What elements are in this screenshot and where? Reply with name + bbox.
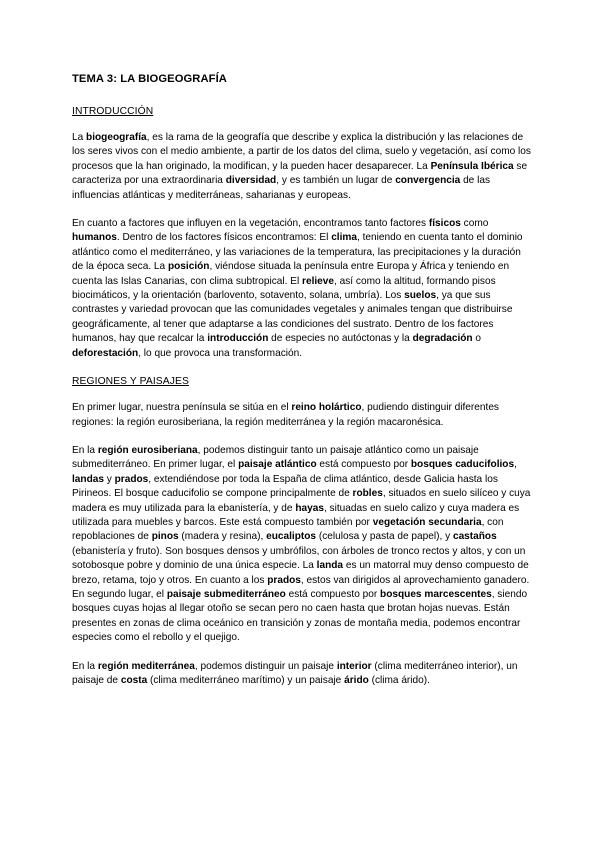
paragraph	[72, 401, 532, 430]
bold-term: relieve	[302, 275, 335, 287]
text-run: ,	[514, 459, 517, 471]
text-run: como	[460, 218, 489, 230]
bold-term: convergencia	[395, 175, 461, 187]
bold-term: región eurosiberiana	[97, 444, 198, 456]
text-run: , estos van dirigidos al aprovechamiento ganadero. En segundo lugar, el	[72, 574, 530, 600]
text-run: , con repoblaciones de	[72, 516, 504, 543]
text-run: y	[103, 473, 115, 485]
paragraph	[72, 217, 532, 361]
document-content	[72, 72, 532, 688]
text-run: , así como la altitud, formando pisos biocimáticos, y la orientación (barlovento, sotavento, solana, umbría). Los	[72, 275, 496, 302]
paragraph	[72, 444, 532, 646]
bold-term: suelos	[404, 290, 437, 302]
text-run: En la	[72, 660, 98, 672]
text-run: , es la rama de la geografía que describe y explica la distribución y las relaciones de los seres vivos con el medio ambiente, a partir de los datos del clima, suelo y vegetación, así como los procesos que la han originado, la modifican, y la pueden hacer desaparecer. La	[72, 132, 531, 172]
bold-term: castaños	[452, 531, 497, 543]
bold-term: físicos	[428, 218, 461, 230]
bold-term: eucaliptos	[266, 531, 317, 543]
text-run: (madera y resina),	[178, 531, 267, 543]
bold-term: paisaje submediterráneo	[166, 588, 286, 600]
text-run: (ebanistería y fruto). Son bosques densos y umbrófilos, con árboles de tronco rectos y altos, y con un sotobosque pobre y dominio de una única especie. La	[72, 545, 526, 572]
text-run: En la	[72, 444, 98, 456]
text-run: , lo que provoca una transformación.	[138, 347, 303, 359]
bold-term: hayas	[295, 502, 324, 514]
section-heading-regiones-y-paisajes: REGIONES Y PAISAJES	[72, 376, 189, 388]
text-run: de las influencias atlánticas y mediterráneas, saharianas y europeas.	[72, 175, 491, 201]
bold-term: landa	[316, 560, 344, 572]
paragraph	[72, 660, 532, 689]
text-run: , siendo bosques cuyas hojas al llegar otoño se secan pero no caen hasta que brotan hojas nuevas. Están presentes en zonas de clima oceánico en transición y zonas de montaña media, podemos encontrar especies como el rebollo y el quejigo.	[72, 588, 528, 644]
text-run: es un matorral muy denso compuesto de brezo, retama, tojo y otros. En cuanto a los	[72, 560, 529, 586]
bold-term: prados	[267, 574, 301, 586]
bold-term: prados	[114, 473, 149, 485]
bold-term: bosques marcescentes	[380, 588, 492, 600]
document-title: TEMA 3: LA BIOGEOGRAFÍA	[72, 73, 227, 85]
bold-term: pinos	[151, 531, 179, 543]
bold-term: humanos	[72, 232, 117, 244]
section-heading-introduccion: INTRODUCCIÓN	[72, 106, 154, 117]
text-run: (clima mediterráneo interior), un paisaje de	[72, 660, 518, 686]
bold-term: posición	[167, 261, 210, 273]
text-run: de especies no autóctonas y la	[268, 333, 413, 345]
text-run: se caracteriza por una extraordinaria	[72, 160, 528, 187]
bold-term: introducción	[207, 333, 269, 345]
text-run: , podemos distinguir tanto un paisaje atlántico como un paisaje submediterráneo. En primer lugar, el	[72, 444, 479, 471]
text-run: , pudiendo distinguir diferentes regiones: la región eurosiberiana, la región mediterránea y la región macaronésica.	[72, 402, 499, 428]
bold-term: Península Ibérica	[430, 160, 514, 172]
bold-term: clima	[331, 232, 357, 244]
bold-term: reino holártico	[291, 402, 362, 414]
text-run: , situados en suelo silíceo y cuya madera es muy utilizada para la ebanistería, y de	[72, 488, 531, 514]
text-run: , teniendo en cuenta tanto el dominio atlántico como el mediterráneo, y las variaciones de la temperatura, las precipitaciones y la duración de la época seca. La	[72, 232, 523, 273]
text-run: , viéndose situada la península entre Europa y África y teniendo en cuenta las Islas Canarias, con clima subtropical. El	[72, 261, 510, 287]
bold-term: interior	[336, 660, 372, 672]
text-run: está compuesto por	[285, 588, 381, 600]
text-run: , situadas en suelo calizo y cuya madera es utilizada para muebles y barcos. Este está compuesto también por	[72, 502, 520, 528]
text-run: La	[72, 132, 87, 143]
text-run: En cuanto a factores que influyen en la vegetación, encontramos tanto factores	[72, 218, 429, 230]
bold-term: bosques caducifolios	[410, 459, 515, 471]
text-run: o	[472, 333, 482, 345]
bold-term: paisaje atlántico	[238, 459, 317, 471]
text-run: (clima árido).	[368, 675, 430, 686]
text-run: En primer lugar, nuestra península se sitúa en el	[72, 402, 292, 414]
text-run: . Dentro de los factores físicos encontramos: El	[116, 232, 332, 244]
bold-term: degradación	[412, 333, 473, 345]
bold-term: landas	[72, 473, 104, 485]
text-run: está compuesto por	[316, 459, 411, 471]
text-run: , ya que sus contrastes y variedad provocan que las comunidades vegetales y animales tengan que distribuirse geográficamente, al tener que adaptarse a las condiciones del sustrato. Dentro de los factores humanos, hay que recalcar la	[72, 290, 513, 345]
bold-term: costa	[120, 675, 148, 686]
text-run: , y es también un lugar de	[276, 175, 396, 187]
bold-term: robles	[352, 488, 383, 500]
bold-term: deforestación	[72, 347, 139, 359]
text-run: , podemos distinguir un paisaje	[194, 660, 337, 672]
bold-term: diversidad	[225, 175, 277, 187]
bold-term: árido	[344, 675, 369, 686]
text-run: , extendiéndose por toda la España de clima atlántico, desde Galicia hasta los Pirineos. El bosque caducifolio se compone principalmente de	[72, 473, 498, 500]
paragraph	[72, 131, 532, 203]
text-run: (celulosa y pasta de papel), y	[316, 531, 453, 543]
text-run: (clima mediterráneo marítimo) y un paisaje	[147, 675, 345, 686]
bold-term: región mediterránea	[97, 660, 195, 672]
bold-term: biogeografía	[86, 132, 147, 143]
bold-term: vegetación secundaria	[372, 516, 482, 528]
